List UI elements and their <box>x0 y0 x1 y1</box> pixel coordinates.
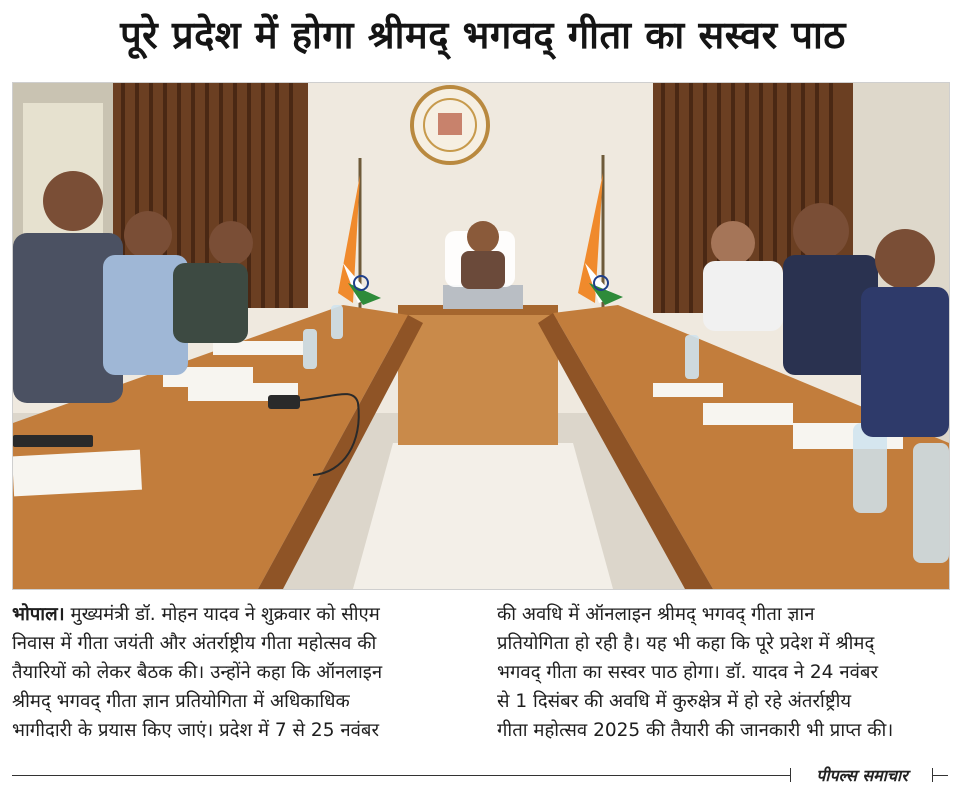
article-line: भागीदारी के प्रयास किए जाएं। प्रदेश में 7 से 25 नवंबर <box>12 720 380 741</box>
article-line: से 1 दिसंबर की अवधि में कुरुक्षेत्र में हो रहे अंतर्राष्ट्रीय <box>497 691 852 712</box>
article-line: भगवद् गीता का सस्वर पाठ होगा। डॉ. यादव ने 24 नवंबर <box>497 662 879 683</box>
article-line: निवास में गीता जयंती और अंतर्राष्ट्रीय गीता महोत्सव की <box>12 633 377 654</box>
headline: पूरे प्रदेश में होगा श्रीमद् भगवद् गीता का सस्वर पाठ <box>120 13 846 57</box>
article-line: श्रीमद् भगवद् गीता ज्ञान प्रतियोगिता में अधिकाधिक <box>12 691 350 712</box>
article-line: प्रतियोगिता हो रही है। यह भी कहा कि पूरे प्रदेश में श्रीमद् <box>497 633 875 654</box>
article-line: तैयारियों को लेकर बैठक की। उन्होंने कहा कि ऑनलाइन <box>12 662 383 683</box>
article-column-2 <box>497 600 953 745</box>
footer-rule <box>12 775 790 776</box>
dateline: भोपाल। <box>12 604 65 625</box>
article-line: की अवधि में ऑनलाइन श्रीमद् भगवद् गीता ज्ञान <box>497 604 815 625</box>
meeting-photo-illustration <box>13 83 949 589</box>
footer-rule <box>932 775 948 776</box>
article-column-1 <box>12 600 462 745</box>
source-credit: पीपल्स समाचार <box>816 766 908 785</box>
article-line-text: मुख्यमंत्री डॉ. मोहन यादव ने शुक्रवार को सीएम <box>64 604 380 625</box>
article-line <box>12 600 462 629</box>
meeting-photo <box>12 82 950 590</box>
article-line: गीता महोत्सव 2025 की तैयारी की जानकारी भी प्राप्त की। <box>497 720 894 741</box>
footer-rule-tick <box>790 768 791 782</box>
